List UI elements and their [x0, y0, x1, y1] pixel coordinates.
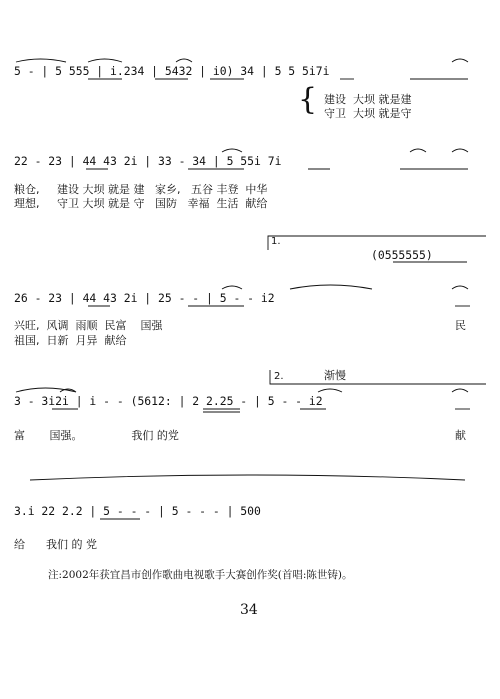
triplet-bracket	[88, 59, 122, 62]
volta-2-label: 2.	[274, 371, 284, 382]
footnote: 注:2002年获宜昌市创作歌曲电视歌手大赛创作奖(首唱:陈世铸)。	[48, 569, 353, 581]
slur	[318, 389, 342, 392]
page-number: 34	[240, 602, 258, 618]
slur	[410, 149, 426, 152]
score-line-2-notation: 22 - 23 | 44 43 2i | 33 - 34 | 5 55i 7i	[14, 154, 282, 168]
volta-1-label: 1.	[271, 236, 281, 247]
score-line-4-notation: 3 - 3i2i | i - - (5612: | 2 2.25 - | 5 - - i2	[14, 394, 323, 408]
score-line-3-notation: 26 - 23 | 44 43 2i | 25 - - | 5 - - i2	[14, 291, 275, 305]
long-tie	[30, 475, 465, 480]
slur	[16, 59, 66, 62]
volta-2-bracket	[270, 370, 486, 384]
tempo-marking: 渐慢	[324, 369, 346, 382]
line-2-lyrics-verse-1: 粮仓, 建设 大坝 就是 建 家乡, 五谷 丰登 中华	[14, 183, 268, 196]
line-4-lyrics: 富 国强。 我们 的党	[14, 429, 179, 442]
line-3-lyrics-verse-1: 兴旺, 风调 雨顺 民富 国强	[14, 319, 163, 332]
line-2-lyrics-verse-2: 理想, 守卫 大坝 就是 守 国防 幸福 生活 献给	[14, 197, 268, 210]
line-3-lyrics-verse-2: 祖国, 日新 月异 献给	[14, 334, 127, 347]
line-5-lyrics: 给 我们 的 党	[14, 538, 97, 551]
tie	[16, 388, 76, 392]
score-line-5-notation: 3.i 22 2.2 | 5 - - - | 5 - - - | 500	[14, 504, 261, 518]
line-1-lyrics-verse-2: 守卫 大坝 就是守	[324, 107, 412, 120]
line-3-lyrics-verse-1-tail: 民	[455, 319, 466, 332]
tie	[290, 285, 372, 289]
lyric-brace: {	[298, 82, 318, 117]
slur	[452, 286, 468, 289]
line-4-lyrics-tail: 献	[455, 429, 466, 442]
score-line-1-notation: 5 - | 5 555 | i.234 | 5432 | i0) 34 | 5 5 5i7i	[14, 64, 330, 78]
slur	[452, 389, 468, 392]
line-1-lyrics-verse-1: 建设 大坝 就是建	[324, 93, 412, 106]
slur	[222, 149, 242, 152]
slur	[222, 286, 242, 289]
slur	[60, 389, 76, 392]
slur	[452, 59, 468, 62]
volta-1-pickup: (0555555)	[371, 248, 433, 262]
slur	[452, 149, 468, 152]
slur	[176, 59, 192, 62]
